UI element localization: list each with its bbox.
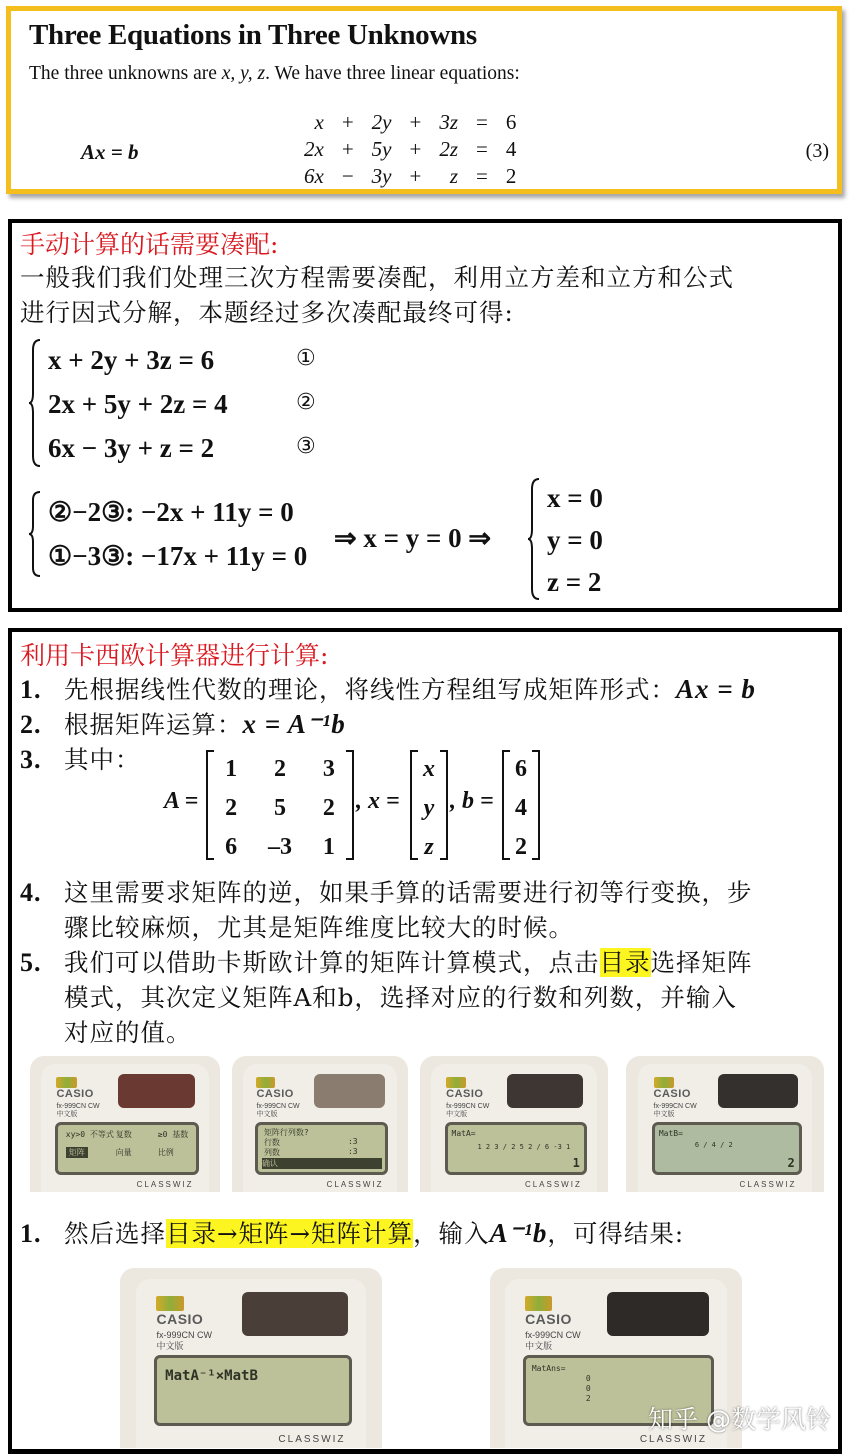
left-brace-icon [28, 490, 42, 578]
step-1: 1. 先根据线性代数的理论，将线性方程组写成矩阵形式：Ax = b [20, 674, 756, 704]
matrix-a-label: A = [164, 788, 199, 814]
matrix-definitions [164, 750, 564, 862]
calculator-heading: 利用卡西欧计算器进行计算: [20, 641, 329, 670]
textbook-excerpt-box [6, 6, 842, 194]
system-equation-3: 6x − 3y + z = 2 [48, 433, 215, 463]
calculator-method-panel [8, 628, 842, 1454]
solution-z: z = 2 [547, 567, 602, 597]
highlight-menu-path: 目录→矩阵→矩阵计算 [166, 1219, 414, 1248]
vector-x-label: , x = [356, 788, 400, 814]
step-4: 4. 这里需要求矩阵的逆，如果手算的话需要进行初等行变换，步 [20, 878, 753, 907]
step-6: 1. 然后选择目录→矩阵→矩阵计算，输入A⁻¹b，可得结果: [20, 1218, 685, 1248]
calculator-photo-matrix-b: CASIO fx-999CN CW 中文版 MatB= 6 / 4 / 2 2 CLASSWIZ [626, 1056, 824, 1192]
step-2: 2. 根据矩阵运算：x = A⁻¹b [20, 709, 346, 739]
manual-text-line-1: 一般我们我们处理三次方程需要凑配，利用立方差和立方和公式 [20, 263, 734, 292]
solution-y: y = 0 [547, 525, 603, 555]
manual-heading: 手动计算的话需要凑配: [20, 230, 279, 259]
excerpt-title: Three Equations in Three Unknowns [29, 19, 477, 51]
manual-solution-panel [8, 219, 842, 612]
equation-tag-1: ① [296, 346, 316, 371]
equation-tag-3: ③ [296, 434, 316, 459]
solution-x: x = 0 [547, 483, 603, 513]
matrix-equation-label: Ax = b [81, 140, 139, 164]
watermark: 知乎 @数学风铃 [648, 1405, 831, 1434]
matrix-a: 1 2 3 2 5 2 6 –3 1 [206, 750, 354, 862]
vector-b-label: , b = [450, 788, 494, 814]
calculator-photo-expression: CASIO fx-999CN CW 中文版 MatA⁻¹×MatB CLASSWIZ [120, 1268, 382, 1448]
calculator-photo-mode-menu: CASIO fx-999CN CW 中文版 xy>0 不等式 复数 ≥0 基数 矩阵 向量 比例 CLASSWIZ [30, 1056, 220, 1192]
step-4-line-2: 骤比较麻烦，尤其是矩阵维度比较大的时候。 [64, 913, 574, 942]
step-5-line-3: 对应的值。 [64, 1018, 192, 1047]
left-brace-icon [28, 338, 42, 468]
equation-tag-2: ② [296, 390, 316, 415]
elimination-step-1: ②−2③: −2x + 11y = 0 [48, 497, 294, 527]
vector-x: x y z [410, 750, 448, 862]
left-brace-icon [527, 477, 541, 601]
vector-b: 6 4 2 [502, 750, 540, 862]
system-equation-2: 2x + 5y + 2z = 4 [48, 389, 228, 419]
calculator-photo-result: CASIO fx-999CN CW 中文版 MatAns= 0 0 2 CLASSWIZ [490, 1268, 742, 1448]
calculator-photo-dimension: CASIO fx-999CN CW 中文版 矩阵行列数? 行数 :3 列数 :3 确认 CLASSWIZ [232, 1056, 408, 1192]
linear-system-table: x + 2y + 3z = 6 2x + 5y + 2z = 4 6x − 3y + z = 2 [304, 110, 517, 188]
highlight-catalog: 目录 [599, 948, 651, 977]
elimination-step-2: ①−3③: −17x + 11y = 0 [48, 541, 308, 571]
manual-text-line-2: 进行因式分解，本题经过多次凑配最终可得: [20, 298, 514, 327]
implication: ⇒ x = y = 0 ⇒ [334, 523, 492, 553]
step-3: 3. 其中： [20, 745, 141, 774]
step-5: 5. 我们可以借助卡斯欧计算的矩阵计算模式，点击目录选择矩阵 [20, 948, 753, 977]
equation-number: (3) [805, 140, 829, 162]
system-equation-1: x + 2y + 3z = 6 [48, 345, 215, 375]
calculator-photo-matrix-a: CASIO fx-999CN CW 中文版 MatA= 1 2 3 / 2 5 2 / 6 -3 1 1 CLASSWIZ [420, 1056, 608, 1192]
excerpt-subtitle: The three unknowns are x, y, z. We have three linear equations: [29, 63, 520, 84]
step-5-line-2: 模式，其次定义矩阵A和b，选择对应的行数和列数，并输入 [64, 983, 737, 1012]
